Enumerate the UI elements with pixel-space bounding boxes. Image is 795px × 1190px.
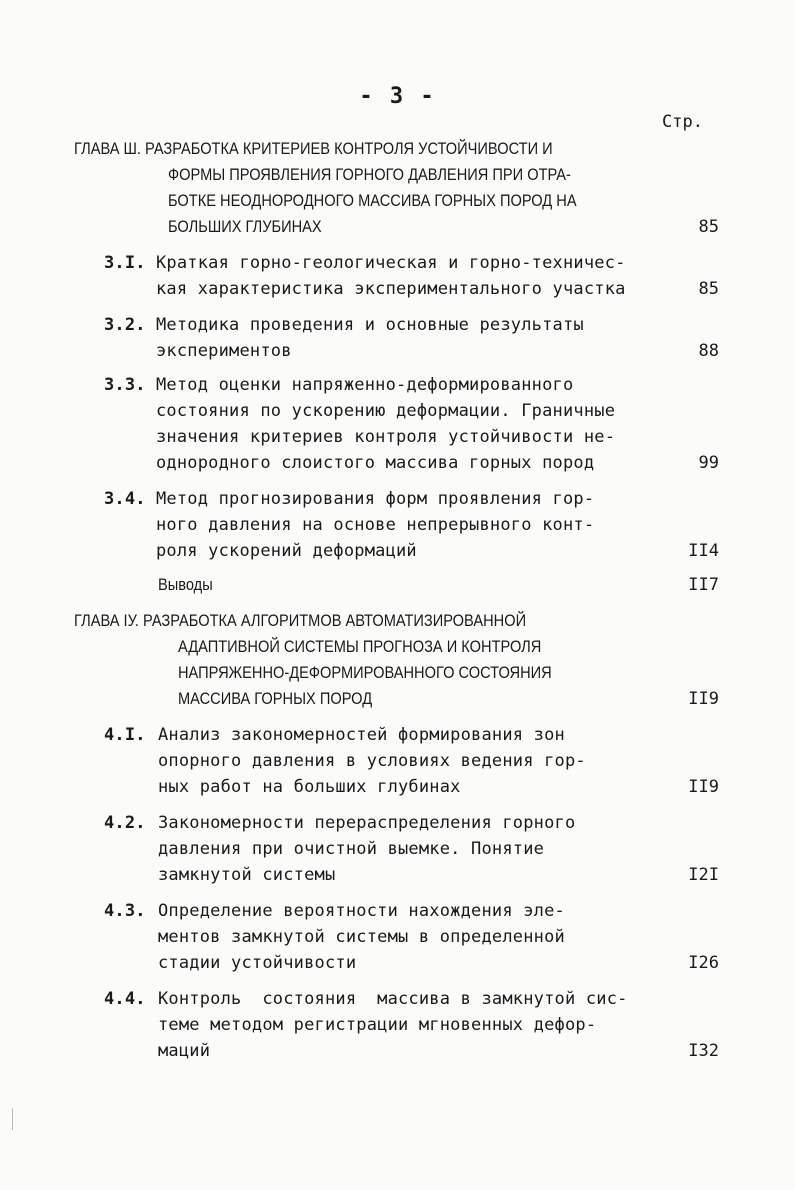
entry-page: I2I	[688, 865, 719, 885]
entry-page: II4	[688, 541, 719, 561]
chapter-4-line-3: НАПРЯЖЕННО-ДЕФОРМИРОВАННОГО СОСТОЯНИЯ	[178, 663, 552, 682]
entry-line: роля ускорений деформаций	[156, 541, 417, 561]
section-number: 3.4.	[104, 489, 146, 509]
entry-line: ментов замкнутой системы в определенной	[158, 927, 565, 947]
entry-line: теме методом регистрации мгновенных дефор-	[158, 1015, 597, 1035]
entry-line: Определение вероятности нахождения эле-	[158, 901, 565, 921]
entry-line: экспериментов	[156, 341, 292, 361]
entry-line: давления при очистной выемке. Понятие	[158, 839, 545, 859]
entry-line: Закономерности перераспределения горного	[158, 813, 576, 833]
chapter-3-page: 85	[698, 217, 719, 237]
entry-page: 99	[698, 453, 719, 473]
entry-page: 88	[698, 341, 719, 361]
chapter-3-line-1: ГЛАВА Ш. РАЗРАБОТКА КРИТЕРИЕВ КОНТРОЛЯ УСТОЙЧИВОСТИ И	[74, 139, 553, 158]
entry-page: 85	[698, 279, 719, 299]
section-number: 4.2.	[104, 813, 146, 833]
entry-line: Методика проведения и основные результаты	[156, 315, 584, 335]
entry-line: значения критериев контроля устойчивости не-	[156, 427, 616, 447]
entry-line: Метод прогнозирования форм проявления гор-	[156, 489, 595, 509]
section-number: 3.2.	[104, 315, 146, 335]
chapter-4-page: II9	[688, 689, 719, 709]
entry-line: маций	[158, 1041, 211, 1061]
chapter-3-line-3: БОТКЕ НЕОДНОРОДНОГО МАССИВА ГОРНЫХ ПОРОД НА	[168, 191, 577, 210]
entry-line: замкнутой системы	[158, 865, 336, 885]
entry-page: II9	[688, 777, 719, 797]
entry-line: стадии устойчивости	[158, 953, 357, 973]
entry-line: состояния по ускорению деформации. Граничные	[156, 401, 616, 421]
entry-line: Контроль состояния массива в замкнутой сис-	[158, 989, 628, 1009]
section-number: 4.4.	[104, 989, 146, 1009]
chapter-4-line-1: ГЛАВА IУ. РАЗРАБОТКА АЛГОРИТМОВ АВТОМАТИЗИРОВАННОЙ	[74, 611, 527, 630]
chapter-3-line-2: ФОРМЫ ПРОЯВЛЕНИЯ ГОРНОГО ДАВЛЕНИЯ ПРИ ОТРА-	[168, 165, 571, 184]
entry-line: Метод оценки напряженно-деформированного	[156, 375, 574, 395]
entry-line: Анализ закономерностей формирования зон	[158, 725, 565, 745]
page-column-label: Стр.	[662, 112, 703, 132]
entry-line: Краткая горно-геологическая и горно-техничес-	[156, 253, 626, 273]
page-number: - 3 -	[359, 84, 436, 109]
section-number: 3.I.	[104, 253, 146, 273]
section-number: 3.3.	[104, 375, 146, 395]
entry-line: однородного слоистого массива горных пород	[156, 453, 595, 473]
entry-line: ного давления на основе непрерывного конт-	[156, 515, 595, 535]
entry-line: кая характеристика экспериментального участка	[156, 279, 626, 299]
section-number: 4.3.	[104, 901, 146, 921]
entry-page: II7	[688, 575, 719, 595]
entry-page: I32	[688, 1041, 719, 1061]
entry-line: ных работ на больших глубинах	[158, 777, 461, 797]
chapter-4-line-2: АДАПТИВНОЙ СИСТЕМЫ ПРОГНОЗА И КОНТРОЛЯ	[178, 637, 542, 656]
entry-page: I26	[688, 953, 719, 973]
chapter-4-line-4: МАССИВА ГОРНЫХ ПОРОД	[178, 689, 373, 708]
section-number: 4.I.	[104, 725, 146, 745]
entry-line: опорного давления в условиях ведения гор-	[158, 751, 586, 771]
scan-margin-mark	[12, 1108, 13, 1130]
entry-line: Выводы	[158, 575, 213, 594]
chapter-3-line-4: БОЛЬШИХ ГЛУБИНАХ	[168, 217, 322, 236]
